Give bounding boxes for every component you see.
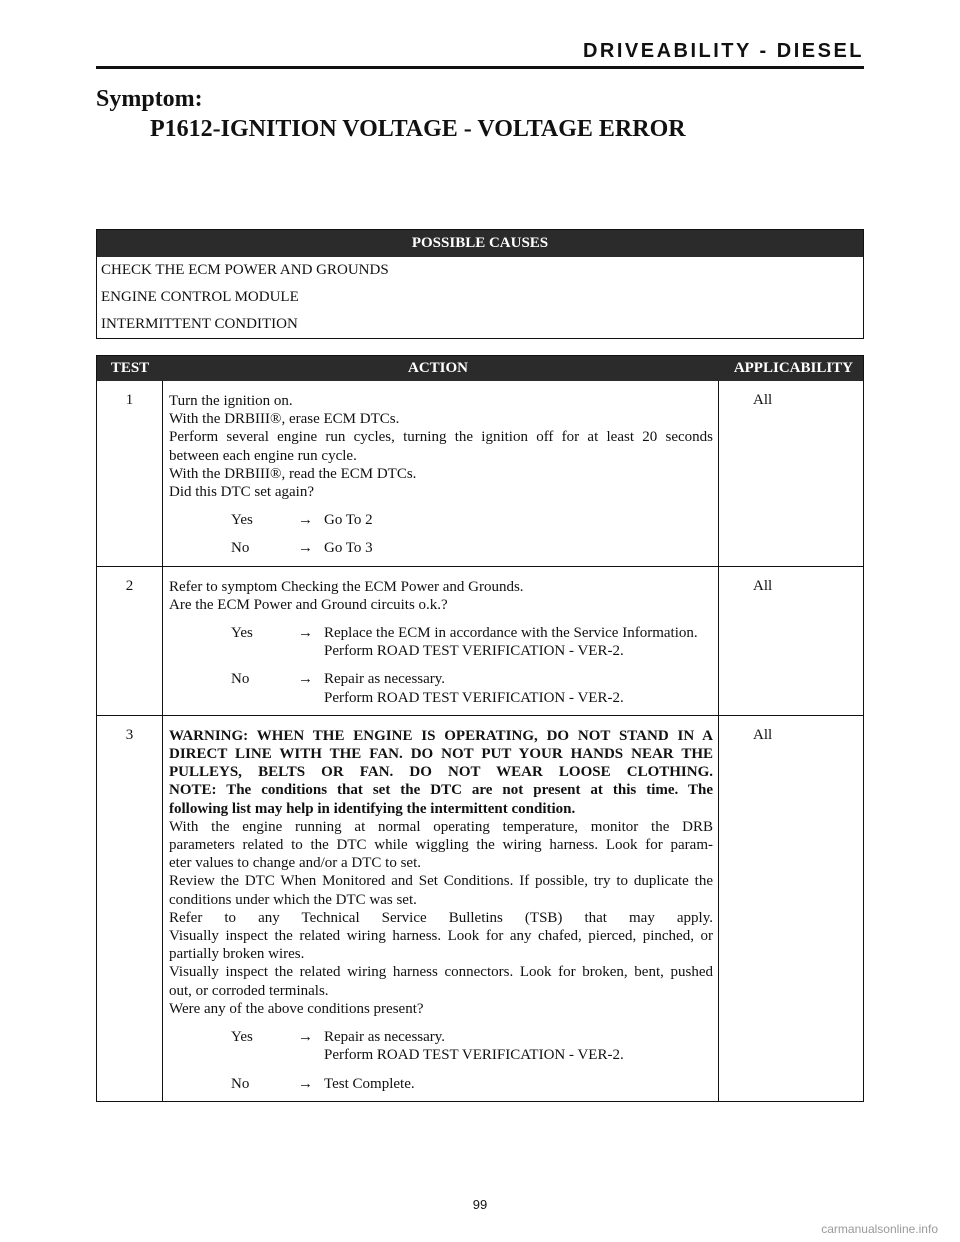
watermark: carmanualsonline.info [821, 1222, 938, 1236]
applicability: All [753, 392, 773, 408]
applicability: All [753, 726, 773, 743]
answer-text [324, 624, 713, 660]
answer-line: Repair as necessary. [324, 671, 446, 688]
arrow-icon: → [298, 625, 313, 642]
action-line: Did this DTC set again? [169, 484, 314, 501]
action-column-header: ACTION [407, 360, 468, 376]
warning-line: NOTE: The conditions that set the DTC are not present at this time. The [169, 782, 713, 799]
answer-line: Perform ROAD TEST VERIFICATION - VER-2. [324, 1047, 624, 1064]
answer-line: Perform ROAD TEST VERIFICATION - VER-2. [324, 689, 624, 706]
page-number: 99 [472, 1197, 488, 1212]
applicability-column-header: APPLICABILITY [733, 360, 853, 376]
test-row [97, 715, 863, 1101]
test-number: 2 [97, 567, 163, 715]
answer-yes [169, 624, 713, 660]
test-row [97, 381, 863, 566]
action-line: Are the ECM Power and Ground circuits o.k.? [169, 596, 448, 613]
answer-line: Perform ROAD TEST VERIFICATION - VER-2. [324, 643, 624, 660]
test-action [163, 716, 719, 1101]
action-line: Were any of the above conditions present? [169, 1000, 424, 1017]
test-column-header: TEST [110, 360, 150, 376]
answer-yes [169, 1028, 713, 1064]
test-action [163, 567, 719, 715]
action-line: Perform several engine run cycles, turning the ignition off for at least 20 seconds [169, 429, 713, 446]
action-line: With the DRBIII®, read the ECM DTCs. [169, 465, 417, 482]
answer-no [169, 1075, 713, 1093]
answer-line: Replace the ECM in accordance with the Service Information. [324, 625, 698, 642]
symptom-label: Symptom: [96, 86, 203, 112]
arrow-icon: → [298, 1029, 313, 1046]
action-line: out, or corroded terminals. [169, 982, 329, 999]
possible-causes-table [96, 229, 864, 339]
test-table [96, 355, 864, 1102]
section-title: DRIVEABILITY - DIESEL [582, 40, 864, 62]
answer-line: Test Complete. [324, 1075, 415, 1092]
answer-text [324, 511, 713, 529]
arrow-icon: → [298, 540, 313, 557]
test-rows [97, 381, 863, 1101]
action-line: Refer to any Technical Service Bulletins (TSB) that may apply. [169, 909, 713, 926]
test-action [163, 381, 719, 566]
answer-label: No [231, 540, 250, 557]
warning-line: DIRECT LINE WITH THE FAN. DO NOT PUT YOUR HANDS NEAR THE [169, 746, 713, 763]
test-number: 1 [97, 381, 163, 566]
answer-line: Go To 3 [324, 540, 373, 557]
action-line: Visually inspect the related wiring harness. Look for any chafed, pierced, pinched, or [169, 928, 713, 945]
action-line: With the DRBIII®, erase ECM DTCs. [169, 411, 400, 428]
answer-text [324, 1075, 713, 1093]
action-line: Visually inspect the related wiring harness connectors. Look for broken, bent, pushed [169, 964, 713, 981]
answer-text [324, 539, 713, 557]
answer-label: Yes [231, 512, 253, 529]
answer-yes [169, 511, 713, 529]
cause-item: ENGINE CONTROL MODULE [101, 289, 299, 305]
cause-item: CHECK THE ECM POWER AND GROUNDS [101, 262, 389, 278]
action-line: parameters related to the DTC while wiggling the wiring harness. Look for param- [169, 837, 713, 854]
warning-line: WARNING: WHEN THE ENGINE IS OPERATING, DO NOT STAND IN A [169, 727, 713, 744]
action-line: Turn the ignition on. [169, 393, 293, 409]
arrow-icon: → [298, 671, 313, 688]
action-line: eter values to change and/or a DTC to set. [169, 855, 421, 872]
possible-causes-heading: POSSIBLE CAUSES [97, 230, 863, 257]
answer-line: Repair as necessary. [324, 1029, 446, 1046]
cause-item: INTERMITTENT CONDITION [101, 316, 298, 332]
action-line: Refer to symptom Checking the ECM Power and Grounds. [169, 578, 524, 595]
applicability: All [753, 577, 773, 594]
action-line: With the engine running at normal operating temperature, monitor the DRB [169, 818, 713, 835]
arrow-icon: → [298, 1075, 313, 1092]
action-line: Review the DTC When Monitored and Set Conditions. If possible, try to duplicate the [169, 873, 713, 890]
answer-label: Yes [231, 625, 253, 642]
action-line: between each engine run cycle. [169, 447, 357, 464]
answer-text [324, 670, 713, 706]
answer-label: Yes [231, 1029, 253, 1046]
answer-label: No [231, 671, 250, 688]
header-rule [96, 66, 864, 69]
arrow-icon: → [298, 512, 313, 529]
action-line: conditions under which the DTC was set. [169, 891, 417, 908]
warning-line: following list may help in identifying the intermittent condition. [169, 800, 576, 817]
answer-line: Go To 2 [324, 512, 373, 529]
answer-no [169, 670, 713, 706]
test-row [97, 566, 863, 715]
test-number: 3 [97, 716, 163, 1101]
action-line: partially broken wires. [169, 946, 305, 963]
answer-text [324, 1028, 713, 1064]
warning-line: PULLEYS, BELTS OR FAN. DO NOT WEAR LOOSE CLOTHING. [169, 764, 713, 781]
test-table-header [97, 356, 863, 381]
answer-no [169, 539, 713, 557]
symptom-title: P1612-IGNITION VOLTAGE - VOLTAGE ERROR [150, 116, 686, 142]
answer-label: No [231, 1075, 250, 1092]
